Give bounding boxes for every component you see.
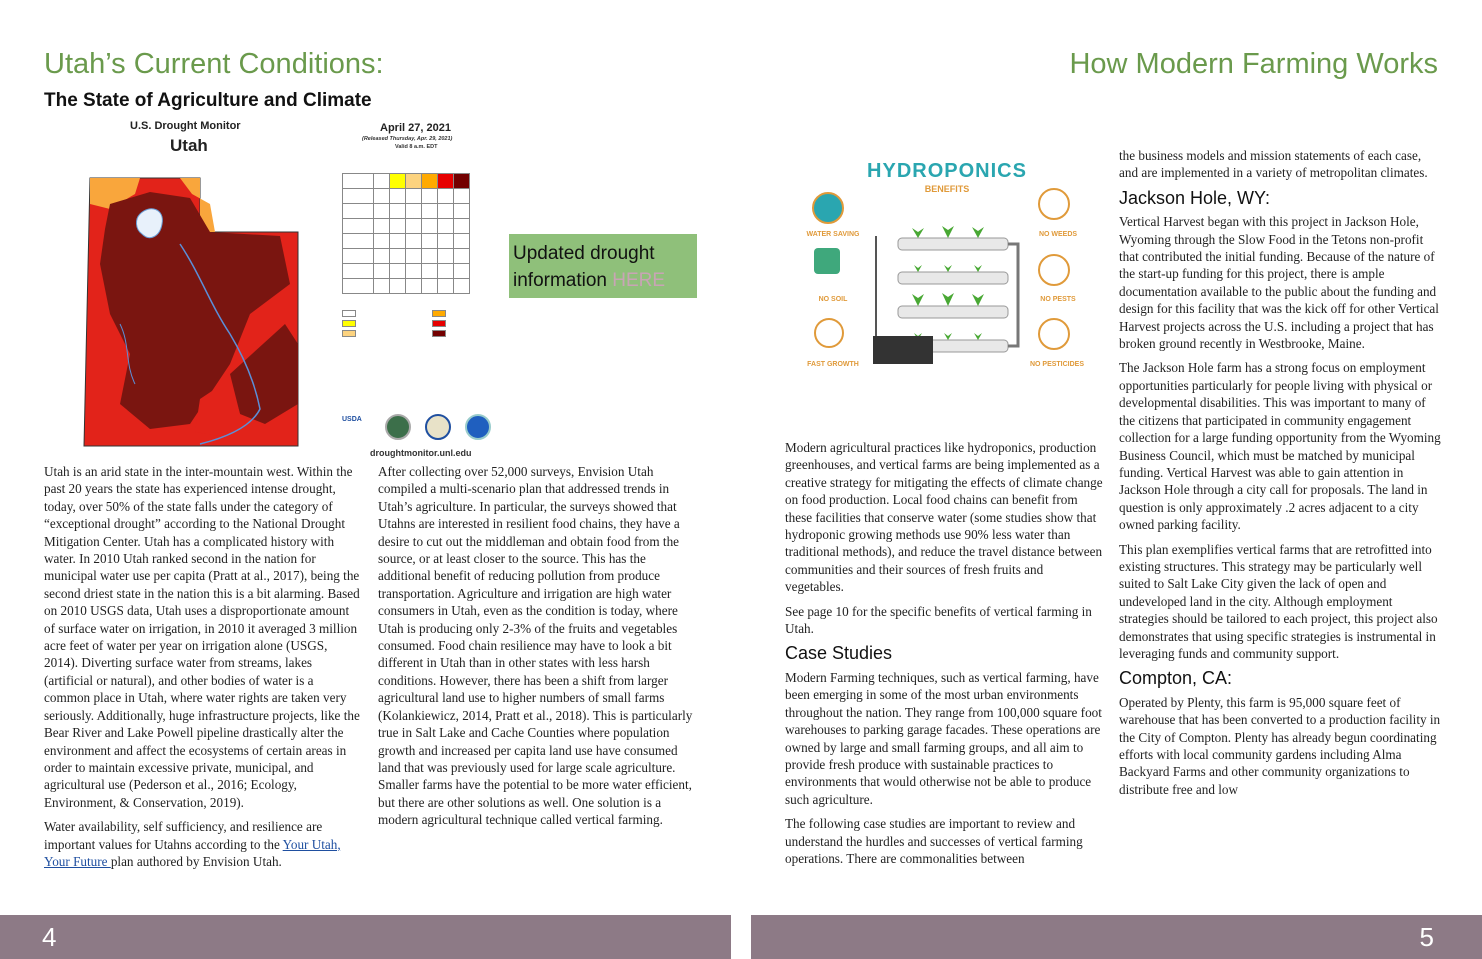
commerce-seal-icon xyxy=(425,414,451,440)
col3-paragraph-2: See page 10 for the specific benefits of vertical farming in Utah. xyxy=(785,603,1092,637)
utah-drought-map xyxy=(80,174,305,449)
left-page-number: 4 xyxy=(42,922,57,952)
col4-paragraph-0: the business models and mission statements of each case, and are implemented in a variety of metropolitan climates. xyxy=(1119,148,1428,181)
right-page-footer xyxy=(751,915,1482,959)
infographic-title: HYDROPONICS xyxy=(867,160,1027,182)
map-released: (Released Thursday, Apr. 29, 2021) xyxy=(362,136,453,142)
drought-legend xyxy=(342,310,502,337)
label-water-saving: WATER SAVING xyxy=(806,231,860,238)
drought-monitor-label: U.S. Drought Monitor xyxy=(130,120,241,132)
map-state-name: Utah xyxy=(170,136,208,155)
col3-paragraph-4: The following case studies are important to review and understand the hurdles and successes of vertical farming operations. There are commonalities between xyxy=(785,816,1083,866)
right-column-1 xyxy=(785,439,1105,874)
case-studies-heading: Case Studies xyxy=(785,643,893,664)
right-page-number: 5 xyxy=(1419,922,1434,952)
infographic-subtitle: BENEFITS xyxy=(924,184,970,194)
spray-bottle-icon xyxy=(1038,318,1070,350)
hydroponic-rack-illustration xyxy=(868,196,1028,366)
drought-monitor-figure xyxy=(80,118,510,463)
map-valid: Valid 8 a.m. EDT xyxy=(395,144,438,150)
water-drop-icon xyxy=(812,192,844,224)
drought-monitor-url: droughtmonitor.unl.edu xyxy=(370,448,472,458)
col4-paragraph-1: Vertical Harvest began with this project in Jackson Hole, Wyoming through the Slow Food in the Tetons non-profit that contributed the initial funding. Because of the nature of the start-up funding for this project, there is ample documentation available to the public about the funding and design for this facility that was the kick off for other Vertical Harvest projects across the U.S. including a project that has broken ground recently in Westbrooke, Maine. xyxy=(1119,214,1439,352)
drought-info-callout[interactable] xyxy=(509,234,697,298)
col2-paragraph-1: After collecting over 52,000 surveys, Envision Utah compiled a multi-scenario plan that addressed trends in Utah’s agriculture. In particular, the surveys showed that Utahns are interested in resilient food chains, they have a desire to cut out the middleman and obtain food from the source, or at least closer to the source. This has the additional benefit of reducing pollution from produce transportation. Agriculture and irrigation are high water consumers in Utah, even as the condition is today, where Utah is producing only 2-3% of the fruits and vegetables consumed. Food chain resilience may have to look a bit different in Utah than in other states with less harsh conditions. However, there has been a shift from larger agricultural land use to higher numbers of small farms (Kolankiewicz, 2014, Pratt et al., 2018). This is particularly true in Salt Lake and Cache Counties where population growth and increased per capita land use have consumed land that was previously used for large scale agriculture. Smaller farms have the potential to be more water efficient, but there are other solutions as well. One solution is a modern agricultural technique called vertical farming. xyxy=(378,464,693,828)
left-column-1 xyxy=(44,463,362,877)
label-no-weeds: NO WEEDS xyxy=(1038,231,1078,238)
col4-paragraph-2: The Jackson Hole farm has a strong focus on employment opportunities particularly for people living with physical or developmental disabilities. This was important to many of the citizens that participated in community engagement collection for a large funding opportunity from the Wyoming Business Council, which must be matched by municipal funding. Vertical Harvest was able to gain attention in Jackson Hole through a city call for proposals. The land in question is only approximately .2 acres adjacent to a city owned parking facility. xyxy=(1119,360,1441,533)
left-page-footer xyxy=(0,915,731,959)
ndmc-seal-icon xyxy=(385,414,411,440)
col4-paragraph-3: This plan exemplifies vertical farms that are retrofitted into existing structures. This strategy may be particularly well suited to Salt Lake City given the lack of open and undeveloped land in the city. Although employment strategies should be tailored to each project, this project also demonstrates that using specific strategies is instrumental in leveraging funds and community support. xyxy=(1119,541,1438,661)
callout-text: Updated drought information xyxy=(513,243,655,291)
map-date: April 27, 2021 xyxy=(380,122,451,134)
soil-plant-icon xyxy=(814,248,840,274)
label-no-pesticides: NO PESTICIDES xyxy=(1029,361,1085,368)
col1-paragraph-2: Water availability, self sufficiency, and resilience are important values for Utahns according to the Your Utah, Your Future plan authored by Envision Utah. xyxy=(44,819,341,869)
bug-icon xyxy=(1038,254,1070,286)
right-column-2 xyxy=(1119,147,1441,805)
compton-heading: Compton, CA: xyxy=(1119,668,1233,689)
label-fast-growth: FAST GROWTH xyxy=(807,361,859,368)
label-no-soil: NO SOIL xyxy=(818,296,848,303)
left-page-title: Utah’s Current Conditions: xyxy=(44,48,384,80)
col1-paragraph-1: Utah is an arid state in the inter-mountain west. Within the past 20 years the state has experienced intense drought, today, over 50% of the state falls under the category of “exceptional drought” according to the National Drought Mitigation Center. Utah has a complicated history with water. In 2010 Utah ranked second in the nation for municipal water use per capita (Pratt at al., 2017), being the second driest state in the nation this is a bit alarming. Based on 2010 USGS data, Utah uses a disproportionate amount of surface water on irrigation, in 2010 it averaged 3 million acre feet of water per year on irrigation alone (USGS, 2014). Diverting surface water from streams, lakes (artificial or natural), and other bodies of water is a common place in Utah, where water rights are taken very seriously. Additionally, huge infrastructure projects, like the Bear River and Lake Powell pipeline drastically alter the environment and affect the ecosystems of certain areas in order to maintain excessive private, municipal, and agricultural use (Pederson et al., 2016; Ecology, Environment, & Conservation, 2019). xyxy=(44,464,360,810)
noaa-seal-icon xyxy=(465,414,491,440)
col3-paragraph-1: Modern agricultural practices like hydroponics, production greenhouses, and vertical farms are being implemented as a creative strategy for mitigating the effects of climate change on food production. Local food chains can benefit from these facilities that conserve water (some studies show that hydroponic growing methods use 90% less water than traditional methods), and reduce the travel distance between communities and their sources of fresh fruits and vegetables. xyxy=(785,440,1103,595)
right-page-title: How Modern Farming Works xyxy=(1069,48,1438,80)
left-column-2 xyxy=(378,463,696,836)
carrot-icon xyxy=(814,318,844,348)
your-utah-link[interactable]: Your Utah, Your Future xyxy=(44,836,341,869)
col3-paragraph-3: Modern Farming techniques, such as vertical farming, have been emerging in some of the most urban environments throughout the nation. They range from 100,000 square foot warehouses to parking garage facades. These operations are owned by large and small farming groups, and all aim to provide fresh produce with sustainable practices to environments that would otherwise not be able to produce such agriculture. xyxy=(785,669,1102,807)
hydroponics-infographic xyxy=(798,158,1098,378)
no-weeds-icon xyxy=(1038,188,1070,220)
col4-paragraph-4: Operated by Plenty, this farm is 95,000 square feet of warehouse that has been converted to a production facility in the City of Compton. Plenty has already begun coordinating efforts with local community gardens including Alma Backyard Farms and other community organizations to distribute free and low xyxy=(1119,694,1441,797)
callout-here-link[interactable]: HERE xyxy=(612,270,666,291)
drought-conditions-table xyxy=(342,173,470,294)
label-no-pests: NO PESTS xyxy=(1040,296,1076,303)
usda-logo: USDA xyxy=(342,416,362,423)
jackson-hole-heading: Jackson Hole, WY: xyxy=(1119,187,1271,208)
left-page-subtitle: The State of Agriculture and Climate xyxy=(44,90,372,111)
